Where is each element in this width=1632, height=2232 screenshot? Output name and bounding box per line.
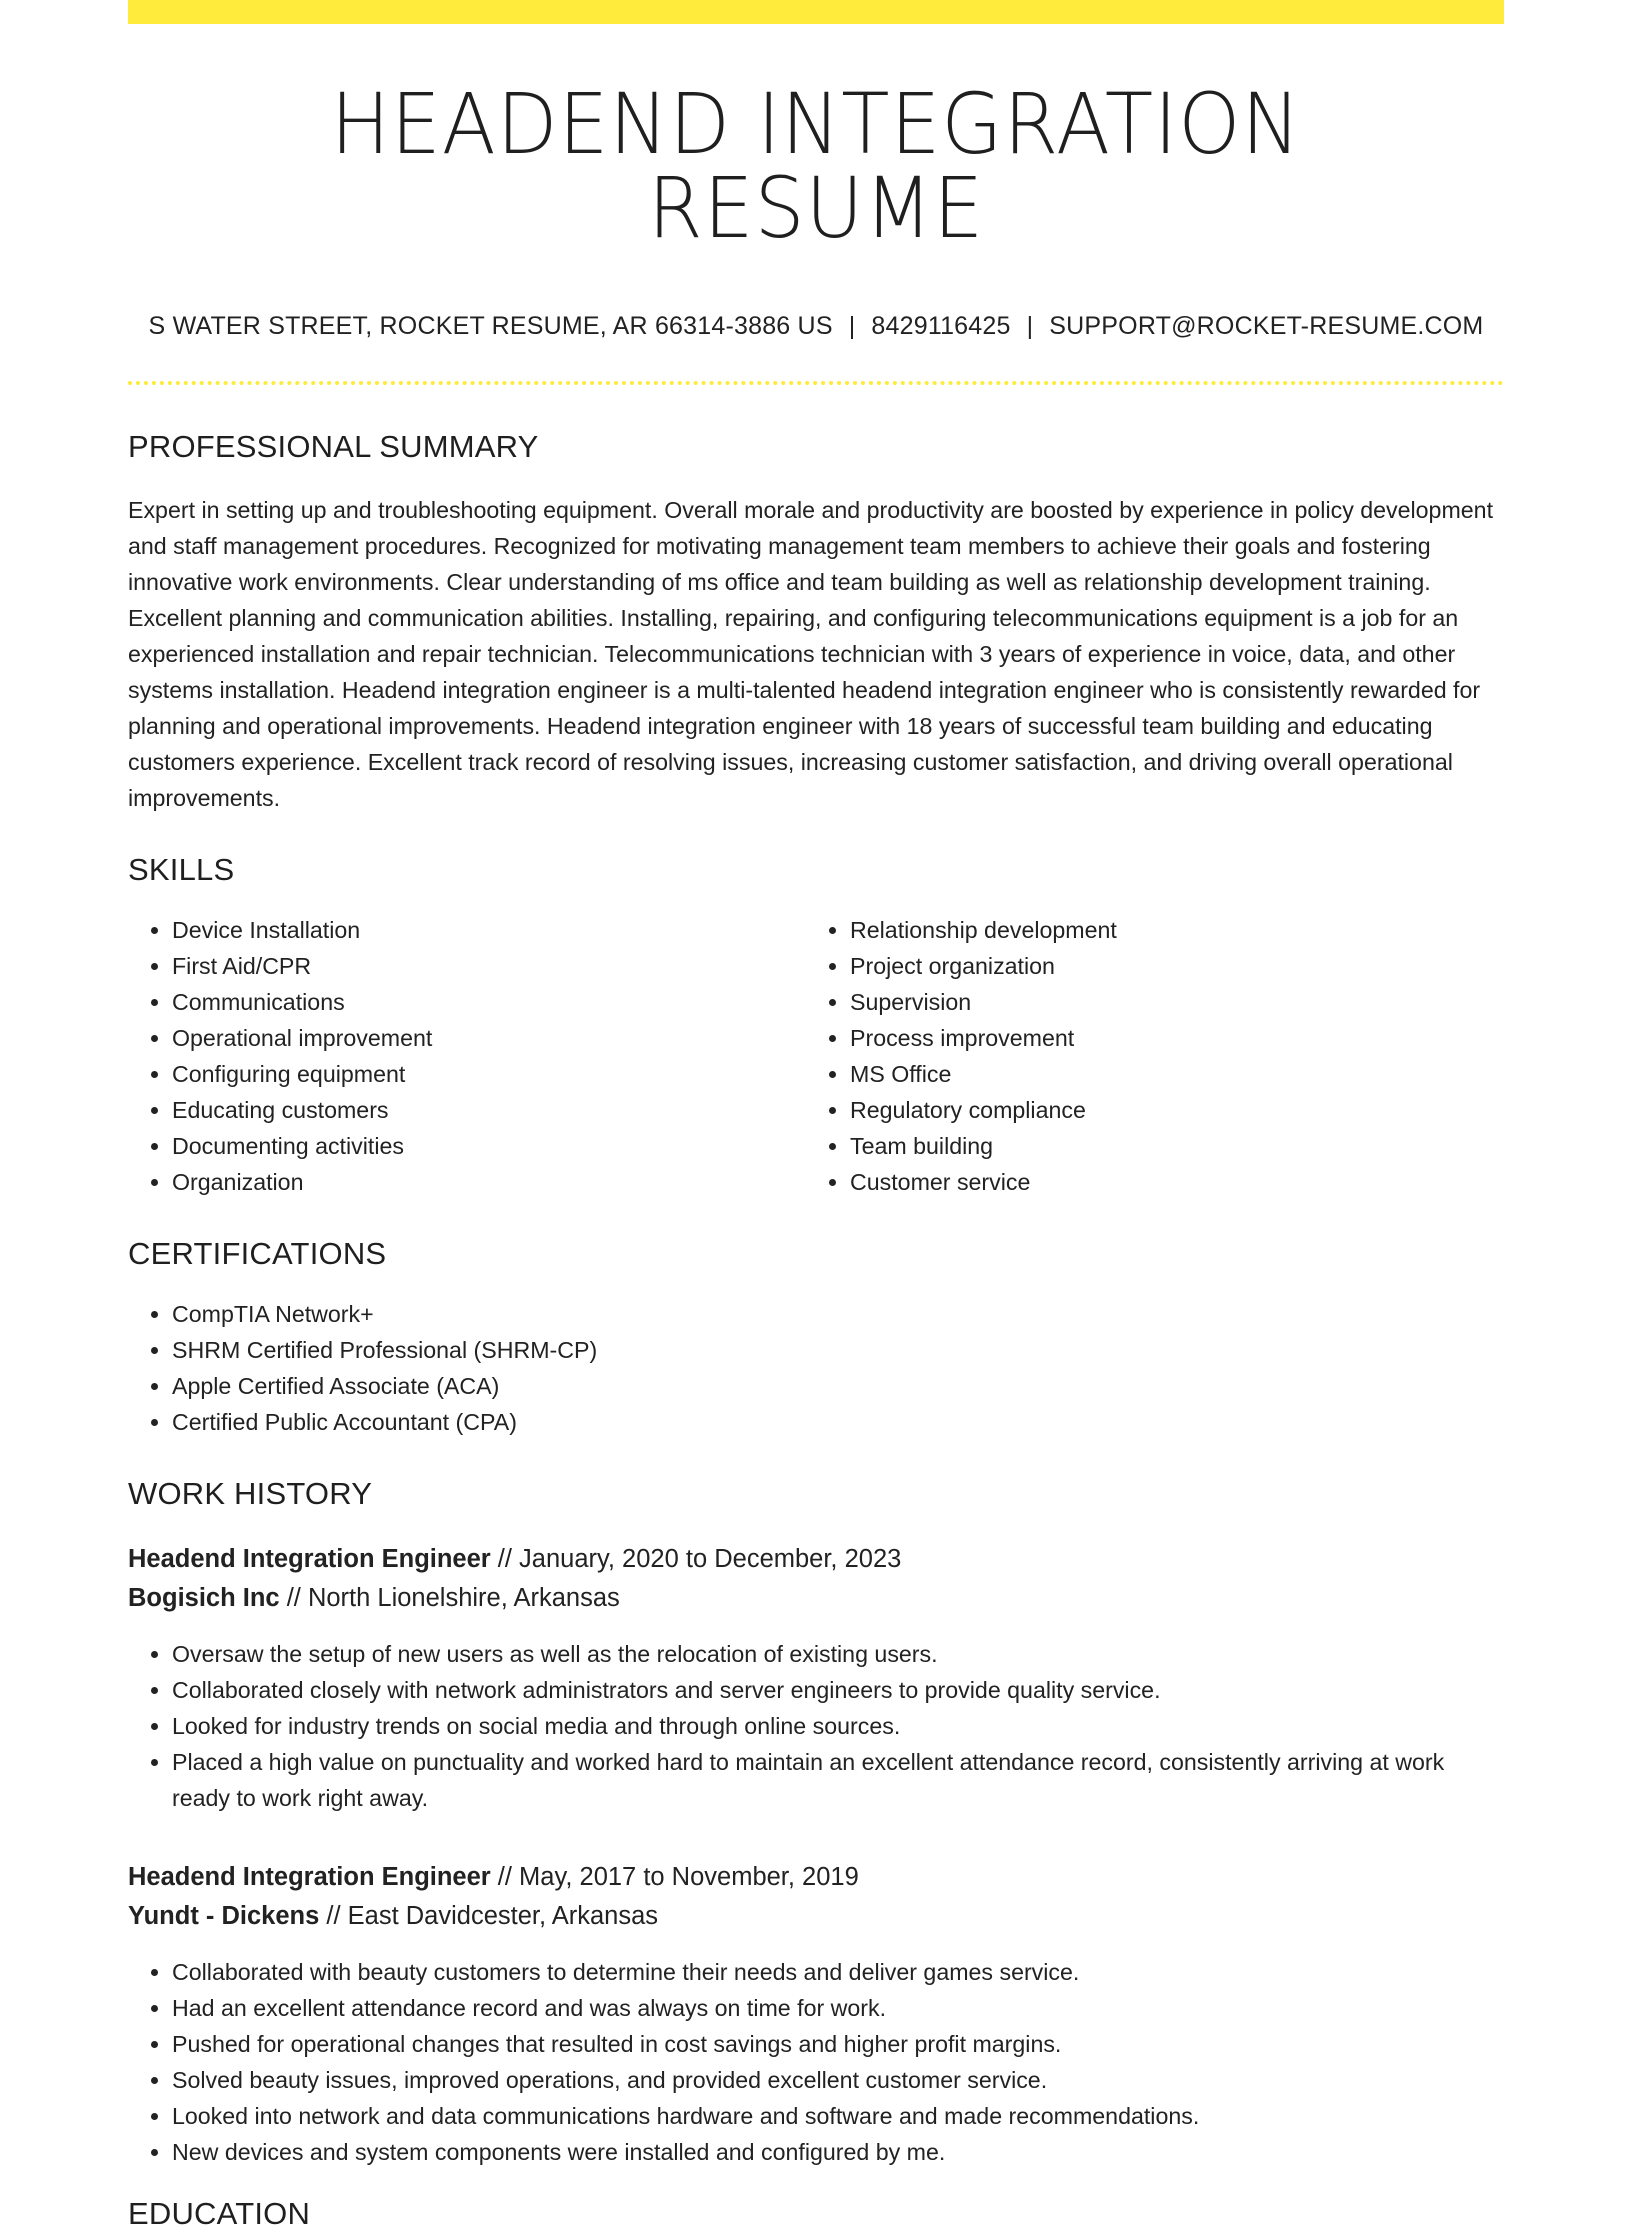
- contact-address: S WATER STREET, ROCKET RESUME, AR 66314-3886 US: [148, 312, 833, 340]
- job-title-line: [128, 1540, 1504, 1579]
- contact-line: [128, 312, 1504, 341]
- job-title: Headend Integration Engineer: [128, 1545, 491, 1573]
- job-dates: // May, 2017 to November, 2019: [490, 1863, 859, 1891]
- skill-item: • Educating customers: [172, 1092, 806, 1128]
- education-heading: EDUCATION: [128, 2196, 311, 2231]
- skill-item: • Customer service: [850, 1164, 1484, 1200]
- skill-item: • Project organization: [850, 948, 1484, 984]
- job-title-line: [128, 1858, 1504, 1897]
- job-location: // North Lionelshire, Arkansas: [279, 1584, 620, 1612]
- job-duty: • Pushed for operational changes that resulted in cost savings and higher profit margins.: [172, 2026, 1504, 2062]
- certifications-heading: CERTIFICATIONS: [128, 1236, 387, 1271]
- job-dates: // January, 2020 to December, 2023: [490, 1545, 902, 1573]
- skills-heading: SKILLS: [128, 852, 235, 887]
- certifications-list: [128, 1296, 1504, 1440]
- job-duty: • Looked for industry trends on social media and through online sources.: [172, 1708, 1504, 1744]
- contact-email: SUPPORT@ROCKET-RESUME.COM: [1049, 312, 1484, 340]
- skill-item: • Supervision: [850, 984, 1484, 1020]
- job-company: Yundt - Dickens: [128, 1902, 320, 1930]
- job-company: Bogisich Inc: [128, 1584, 280, 1612]
- skill-item: • Documenting activities: [172, 1128, 806, 1164]
- skill-item: • Process improvement: [850, 1020, 1484, 1056]
- job-company-line: [128, 1579, 1504, 1618]
- job-duty: • Placed a high value on punctuality and worked hard to maintain an excellent attendance record, consistently arriving at work ready to work right away.: [172, 1744, 1504, 1816]
- skills-list-left: [128, 912, 806, 1200]
- job-location: // East Davidcester, Arkansas: [319, 1902, 659, 1930]
- certification-item: • Certified Public Accountant (CPA): [172, 1404, 1504, 1440]
- skill-item: • Operational improvement: [172, 1020, 806, 1056]
- skills-list-right: [806, 912, 1484, 1200]
- skill-item: • Configuring equipment: [172, 1056, 806, 1092]
- certification-item: • SHRM Certified Professional (SHRM-CP): [172, 1332, 1504, 1368]
- job-duty: • Collaborated closely with network administrators and server engineers to provide quality service.: [172, 1672, 1504, 1708]
- skill-item: • Team building: [850, 1128, 1484, 1164]
- job-entry: [128, 1540, 1504, 1816]
- work-history-heading: WORK HISTORY: [128, 1476, 373, 1511]
- summary-heading: PROFESSIONAL SUMMARY: [128, 429, 539, 464]
- job-duties-list: [128, 1636, 1504, 1816]
- resume-page: [128, 0, 1504, 2232]
- job-duty: • New devices and system components were installed and configured by me.: [172, 2134, 1504, 2170]
- page-title: HEADEND INTEGRATION RESUME: [330, 75, 1302, 257]
- skill-item: • MS Office: [850, 1056, 1484, 1092]
- skill-item: • First Aid/CPR: [172, 948, 806, 984]
- certification-item: • Apple Certified Associate (ACA): [172, 1368, 1504, 1404]
- skill-item: • Relationship development: [850, 912, 1484, 948]
- skills-columns: [128, 912, 1504, 1200]
- skill-item: • Communications: [172, 984, 806, 1020]
- skill-item: • Regulatory compliance: [850, 1092, 1484, 1128]
- summary-text: Expert in setting up and troubleshooting equipment. Overall morale and productivity are boosted by experience in policy development and staff management procedures. Recognized for motivating management team members to achieve their goals and fostering innovative work environments. Clear understanding of ms office and team building as well as relationship development training. Excellent planning and communication abilities. Installing, repairing, and configuring telecommunications equipment is a job for an experienced installation and repair technician. Telecommunications technician with 3 years of experience in voice, data, and other systems installation. Headend integration engineer is a multi-talented headend integration engineer who is consistently rewarded for planning and operational improvements. Headend integration engineer with 18 years of successful team building and educating customers experience. Excellent track record of resolving issues, increasing customer satisfaction, and driving overall operational improvements.: [128, 497, 1494, 811]
- job-duties-list: [128, 1954, 1504, 2170]
- dotted-divider: [128, 381, 1504, 385]
- job-duty: • Looked into network and data communications hardware and software and made recommendations.: [172, 2098, 1504, 2134]
- job-entry: [128, 1858, 1504, 2170]
- skill-item: • Organization: [172, 1164, 806, 1200]
- skill-item: • Device Installation: [172, 912, 806, 948]
- accent-bar: [128, 0, 1504, 24]
- job-company-line: [128, 1897, 1504, 1936]
- certification-item: • CompTIA Network+: [172, 1296, 1504, 1332]
- job-duty: • Had an excellent attendance record and was always on time for work.: [172, 1990, 1504, 2026]
- contact-separator: |: [1026, 312, 1034, 340]
- job-title: Headend Integration Engineer: [128, 1863, 491, 1891]
- contact-separator: |: [848, 312, 856, 340]
- job-duty: • Oversaw the setup of new users as well as the relocation of existing users.: [172, 1636, 1504, 1672]
- job-duty: • Solved beauty issues, improved operations, and provided excellent customer service.: [172, 2062, 1504, 2098]
- contact-phone: 8429116425: [871, 312, 1011, 340]
- job-duty: • Collaborated with beauty customers to determine their needs and deliver games service.: [172, 1954, 1504, 1990]
